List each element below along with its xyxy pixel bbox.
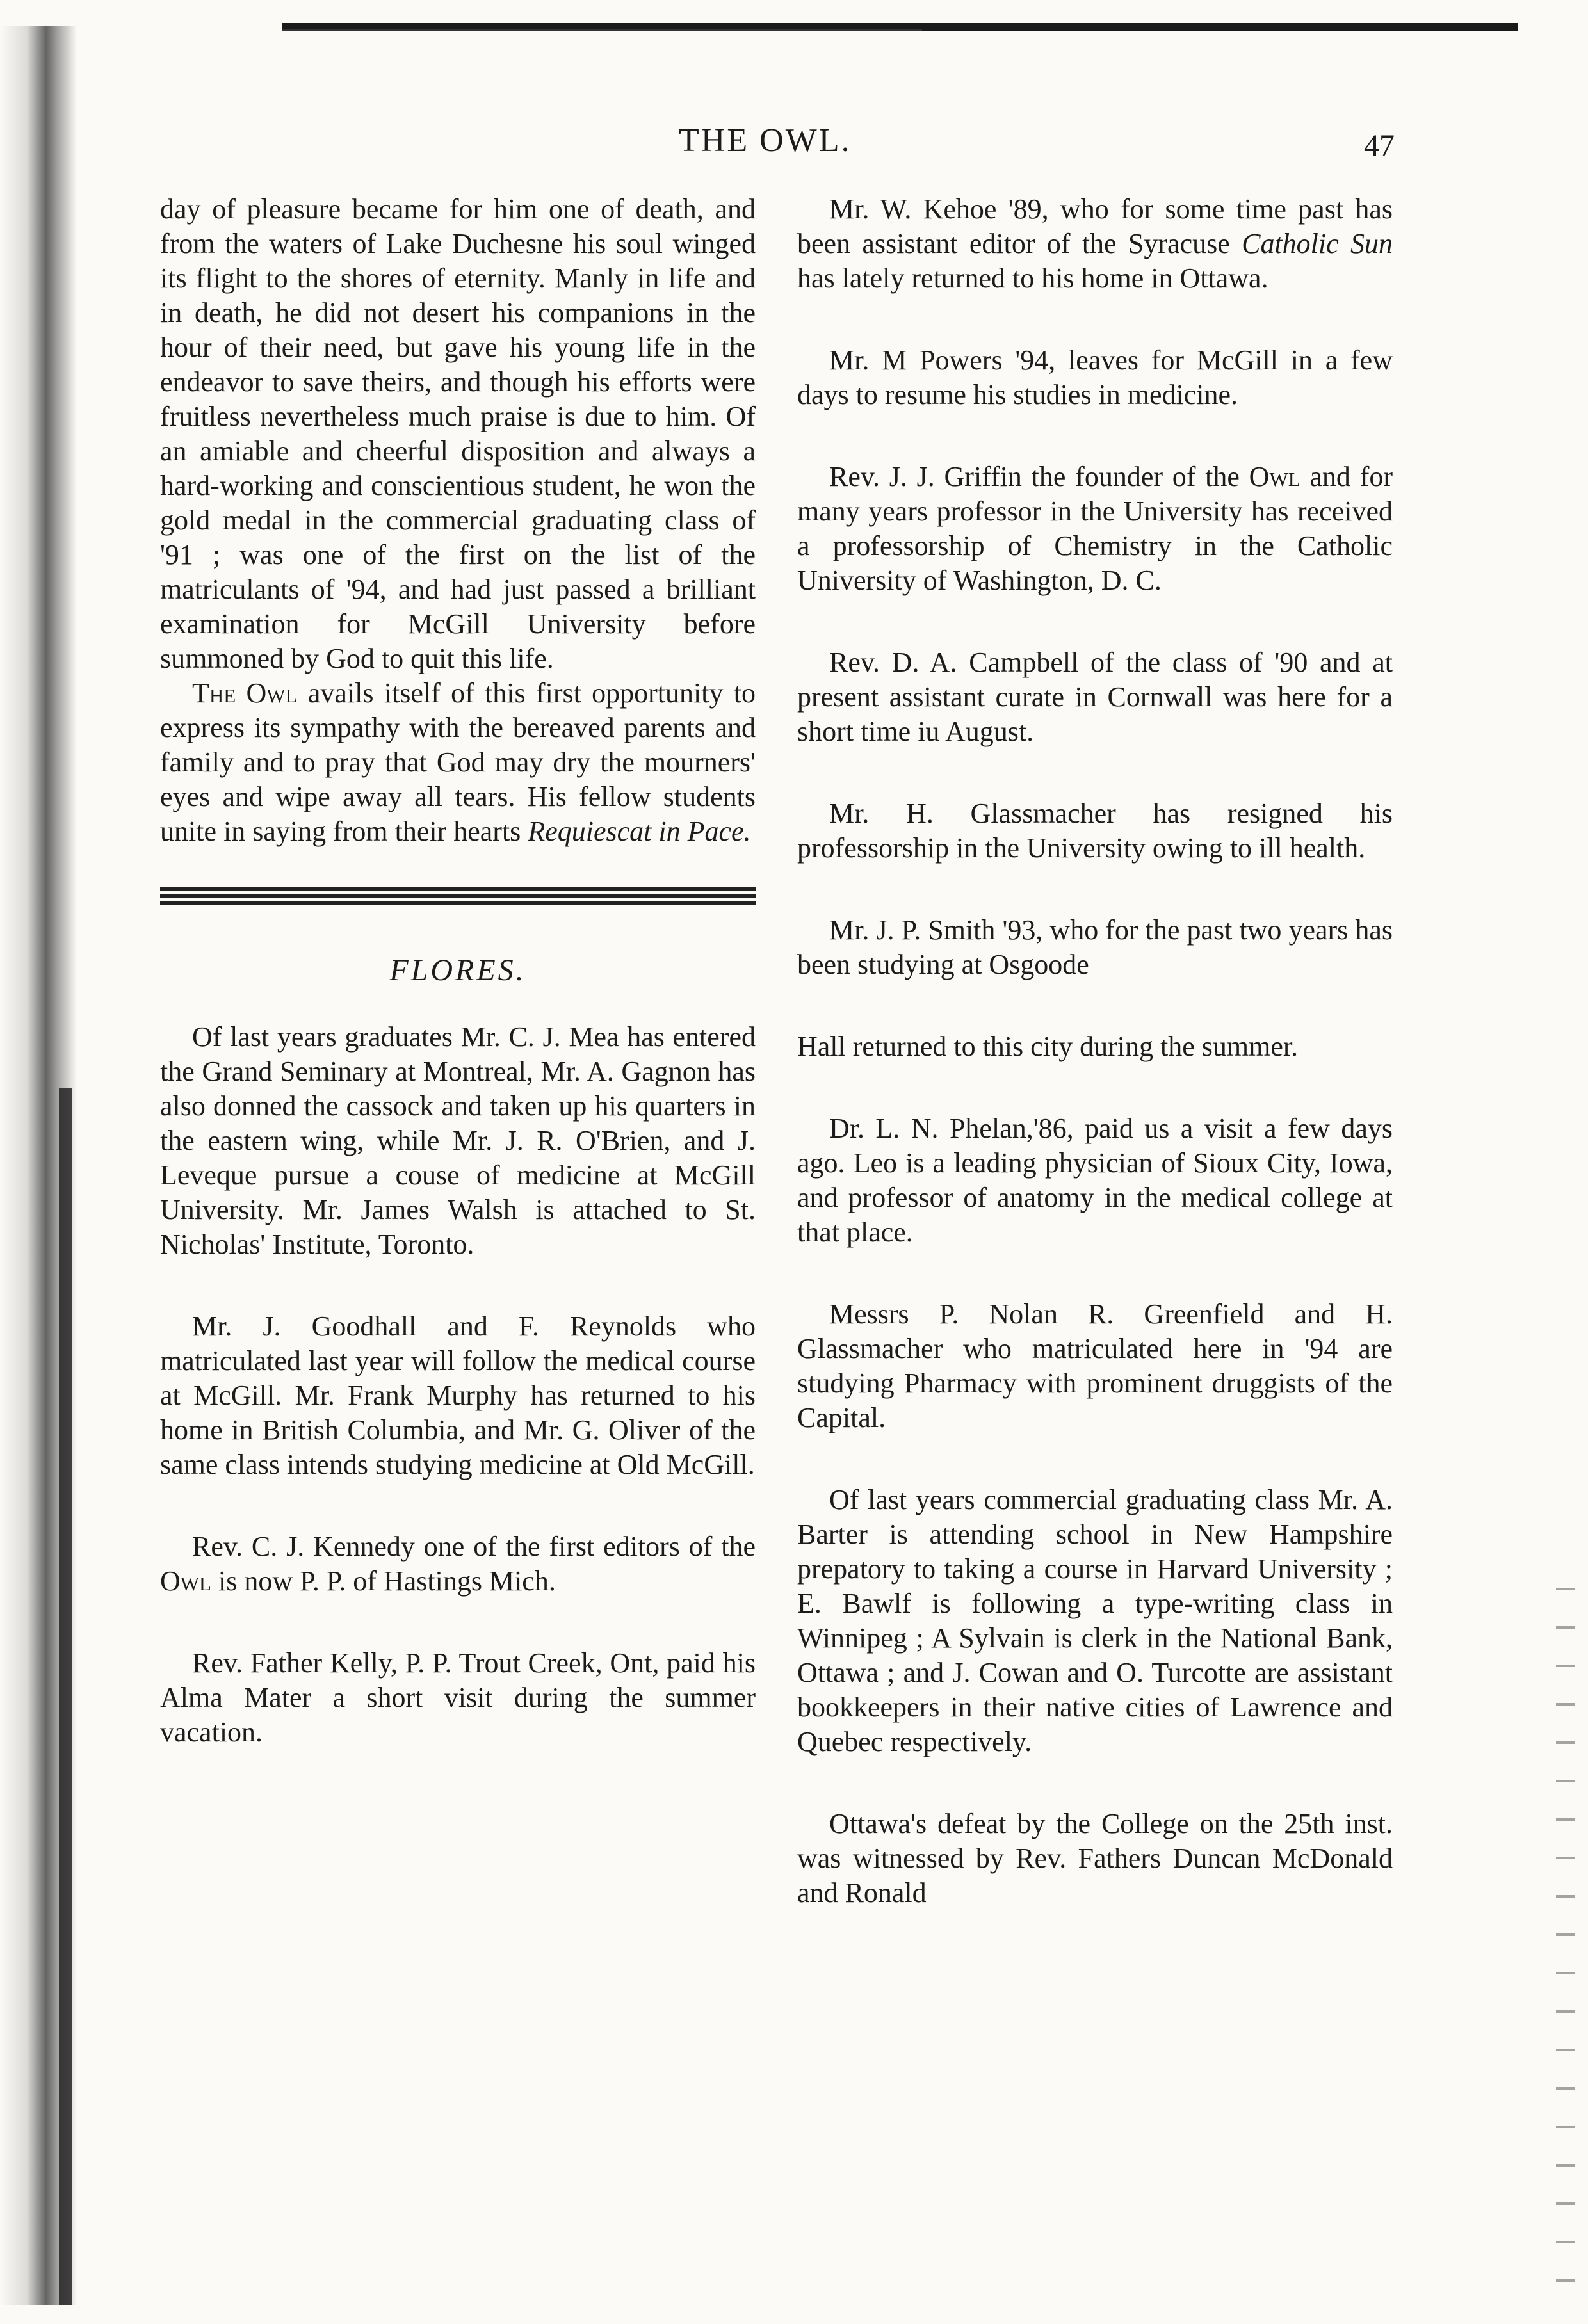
news-item: Rev. J. J. Griffin the founder of the Owl and for many years professor in the University has received a professorship of Chemistry in the Catholic University of Washington, D. C.	[797, 461, 1393, 596]
flores-item: Of last years graduates Mr. C. J. Mea has entered the Grand Seminary at Montreal, Mr. A. Gagnon has also donned the cassock and taken up his quarters in the eastern wing, while Mr. J. R. O'Brien, and J. Leveque pursue a couse of medicine at McGill University. Mr. James Walsh is attached to St. Nicholas' Institute, Toronto.	[160, 1021, 756, 1260]
owl-sympathy-text: avails itself of this first opportunity to express its sympathy with the bereaved parents and family and to pray that God may dry the mourners' eyes and wipe away all tears. His fellow students unite in saying from their hearts	[160, 677, 756, 847]
news-item: Messrs P. Nolan R. Greenfield and H. Glassmacher who matriculated here in '94 are studying Pharmacy with prominent druggists of the Capital.	[797, 1298, 1393, 1433]
section-divider	[160, 887, 756, 905]
owl-sympathy-paragraph	[160, 676, 756, 849]
catholic-sun: Catholic Sun	[1242, 228, 1393, 259]
news-item: Ottawa's defeat by the College on the 25th inst. was witnessed by Rev. Fathers Duncan McDonald and Ronald	[797, 1808, 1393, 1908]
owl-name: Owl	[1249, 461, 1300, 492]
requiescat: Requiescat in Pace.	[528, 816, 751, 847]
news-item: Dr. L. N. Phelan,'86, paid us a visit a few days ago. Leo is a leading physician of Sioux City, Iowa, and professor of anatomy in the medical college at that place.	[797, 1113, 1393, 1248]
owl-name: Owl	[160, 1565, 211, 1597]
scan-specks	[1556, 1588, 1575, 2318]
right-column	[797, 192, 1393, 1910]
running-title: THE OWL.	[679, 122, 852, 159]
news-item: Rev. D. A. Campbell of the class of '90 and at present assistant curate in Cornwall was here for a short time iu August.	[797, 647, 1393, 747]
flores-item: Rev. Father Kelly, P. P. Trout Creek, Ont, paid his Alma Mater a short visit during the summer vacation.	[160, 1647, 756, 1748]
page-number: 47	[1364, 129, 1395, 163]
scan-edge-bar	[59, 1088, 72, 2305]
news-item: Hall returned to this city during the summer.	[797, 1031, 1299, 1062]
owl-name: The Owl	[192, 677, 298, 709]
obituary-paragraph: day of pleasure became for him one of death, and from the waters of Lake Duchesne his soul winged its flight to the shores of eternity. Manly in life and in death, he did not desert his companions in the hour of their need, but gave his young life in the endeavor to save theirs, and though his efforts were fruitless nevertheless much praise is due to him. Of an amiable and cheerful disposition and always a hard-working and conscientious student, he won the gold medal in the commercial graduating class of '91 ; was one of the first on the list of the matriculants of '94, and had just passed a brilliant examination for McGill University before summoned by God to quit this life.	[160, 193, 756, 674]
flores-item: Rev. C. J. Kennedy one of the first editors of the Owl is now P. P. of Hastings Mich.	[160, 1531, 756, 1597]
left-column	[160, 192, 756, 1750]
top-rule-thin	[282, 29, 922, 31]
news-item: Mr. J. P. Smith '93, who for the past two years has been studying at Osgoode	[797, 914, 1393, 980]
news-item: Mr. H. Glassmacher has resigned his professorship in the University owing to ill health.	[797, 798, 1393, 864]
news-item: Mr. W. Kehoe '89, who for some time past has been assistant editor of the Syracuse Catholic Sun has lately returned to his home in Ottawa.	[797, 193, 1393, 294]
flores-item: Mr. J. Goodhall and F. Reynolds who matriculated last year will follow the medical course at McGill. Mr. Frank Murphy has returned to his home in British Columbia, and Mr. G. Oliver of the same class intends studying medicine at Old McGill.	[160, 1311, 756, 1480]
news-item: Of last years commercial graduating class Mr. A. Barter is attending school in New Hampshire prepatory to taking a course in Harvard University ; E. Bawlf is following a type-writing class in Winnipeg ; A Sylvain is clerk in the National Bank, Ottawa ; and J. Cowan and O. Turcotte are assistant bookkeepers in their native cities of Lawrence and Quebec respectively.	[797, 1484, 1393, 1757]
section-title: FLORES.	[389, 953, 526, 987]
news-item: Mr. M Powers '94, leaves for McGill in a few days to resume his studies in medicine.	[797, 344, 1393, 410]
